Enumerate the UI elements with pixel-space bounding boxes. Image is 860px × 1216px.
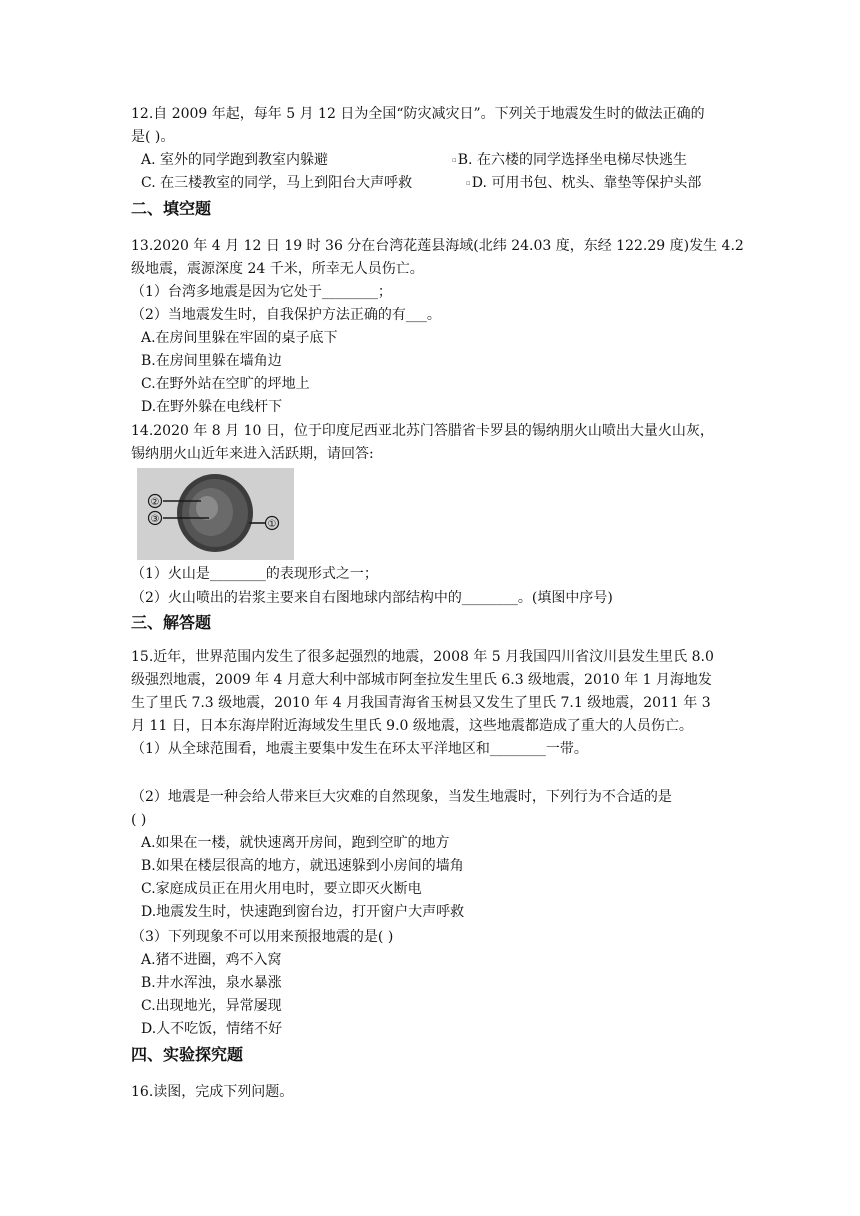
q13-stem-line2: 级地震，震源深度 24 千米，所幸无人员伤亡。	[131, 261, 424, 277]
section-heading-answer: 三、解答题	[131, 613, 212, 632]
figure-label-1: ①	[267, 519, 277, 530]
earth-cross-section-icon	[137, 468, 294, 560]
q15-sub2-option-a: A.如果在一楼，就快速离开房间，跑到空旷的地方	[141, 835, 450, 851]
q13-subquestion-2: （2）当地震发生时，自我保护方法正确的有___。	[131, 307, 441, 323]
q15-stem-line1: 15.近年，世界范围内发生了很多起强烈的地震，2008 年 5 月我国四川省汶川县发生里氏 8.0	[131, 649, 714, 665]
q12-option-d: ▫D. 可用书包、枕头、靠垫等保护头部	[466, 175, 702, 191]
q15-stem-line2: 级强烈地震，2009 年 4 月意大利中部城市阿奎拉发生里氏 6.3 级地震，2010 年 1 月海地发	[131, 672, 712, 688]
earth-structure-figure	[137, 468, 294, 560]
q13-stem-line1: 13.2020 年 4 月 12 日 19 时 36 分在台湾花莲县海域(北纬 24.03 度，东经 122.29 度)发生 4.2	[131, 238, 744, 254]
q13-option-a: A.在房间里躲在牢固的桌子底下	[141, 330, 338, 346]
q16-stem: 16.读图，完成下列问题。	[131, 1084, 294, 1100]
q15-sub3-option-b: B.井水浑浊，泉水暴涨	[141, 975, 282, 991]
q15-stem-line3: 生了里氏 7.3 级地震，2010 年 4 月我国青海省玉树县又发生了里氏 7.1 级地震，2011 年 3	[131, 695, 711, 711]
q14-stem-line1: 14.2020 年 8 月 10 日，位于印度尼西亚北苏门答腊省卡罗县的锡纳朋火山喷出大量火山灰，	[131, 423, 714, 439]
figure-label-3: ③	[150, 514, 160, 525]
q13-option-d: D.在野外躲在电线杆下	[141, 399, 283, 415]
q14-subquestion-2: （2）火山喷出的岩浆主要来自右图地球内部结构中的________。(填图中序号)	[131, 590, 613, 606]
q15-stem-line4: 月 11 日，日本东海岸附近海域发生里氏 9.0 级地震，这些地震都造成了重大的人员伤亡。	[131, 718, 693, 734]
figure-label-2: ②	[150, 497, 160, 508]
q15-subquestion-1: （1）从全球范围看，地震主要集中发生在环太平洋地区和________一带。	[131, 741, 588, 757]
section-heading-experiment: 四、实验探究题	[131, 1045, 244, 1064]
q15-subquestion-2-line2: ( )	[131, 812, 147, 828]
q15-sub3-option-d: D.人不吃饭，情绪不好	[141, 1021, 283, 1037]
q12-option-c: C. 在三楼教室的同学，马上到阳台大声呼救	[141, 175, 413, 191]
q13-option-c: C.在野外站在空旷的坪地上	[141, 376, 310, 392]
q13-subquestion-1: （1）台湾多地震是因为它处于________；	[131, 284, 392, 300]
section-heading-fill-in: 二、填空题	[131, 199, 212, 218]
q12-stem-line1: 12.自 2009 年起，每年 5 月 12 日为全国“防灾减灾日”。下列关于地震发生时的做法正确的	[131, 106, 705, 122]
option-marker-icon: ▫	[452, 156, 457, 164]
q15-subquestion-3: （3）下列现象不可以用来预报地震的是( )	[131, 929, 394, 945]
q15-sub2-option-b: B.如果在楼层很高的地方，就迅速躲到小房间的墙角	[141, 858, 464, 874]
q14-subquestion-1: （1）火山是________的表现形式之一；	[131, 566, 378, 582]
q13-option-b: B.在房间里躲在墙角边	[141, 353, 282, 369]
q12-option-b: ▫B. 在六楼的同学选择坐电梯尽快逃生	[452, 152, 687, 168]
q15-sub2-option-d: D.地震发生时，快速跑到窗台边，打开窗户大声呼救	[141, 904, 465, 920]
q14-stem-line2: 锡纳朋火山近年来进入活跃期，请回答:	[131, 446, 374, 462]
q15-sub2-option-c: C.家庭成员正在用火用电时，要立即灭火断电	[141, 881, 422, 897]
option-marker-icon: ▫	[466, 179, 471, 187]
q12-option-a: A. 室外的同学跑到教室内躲避	[141, 152, 329, 168]
q15-subquestion-2-line1: （2）地震是一种会给人带来巨大灾难的自然现象，当发生地震时，下列行为不合适的是	[131, 789, 672, 805]
q15-sub3-option-a: A.猪不进圈，鸡不入窝	[141, 952, 282, 968]
q15-sub3-option-c: C.出现地光，异常屡现	[141, 998, 282, 1014]
q12-stem-line2: 是( )。	[131, 129, 175, 145]
